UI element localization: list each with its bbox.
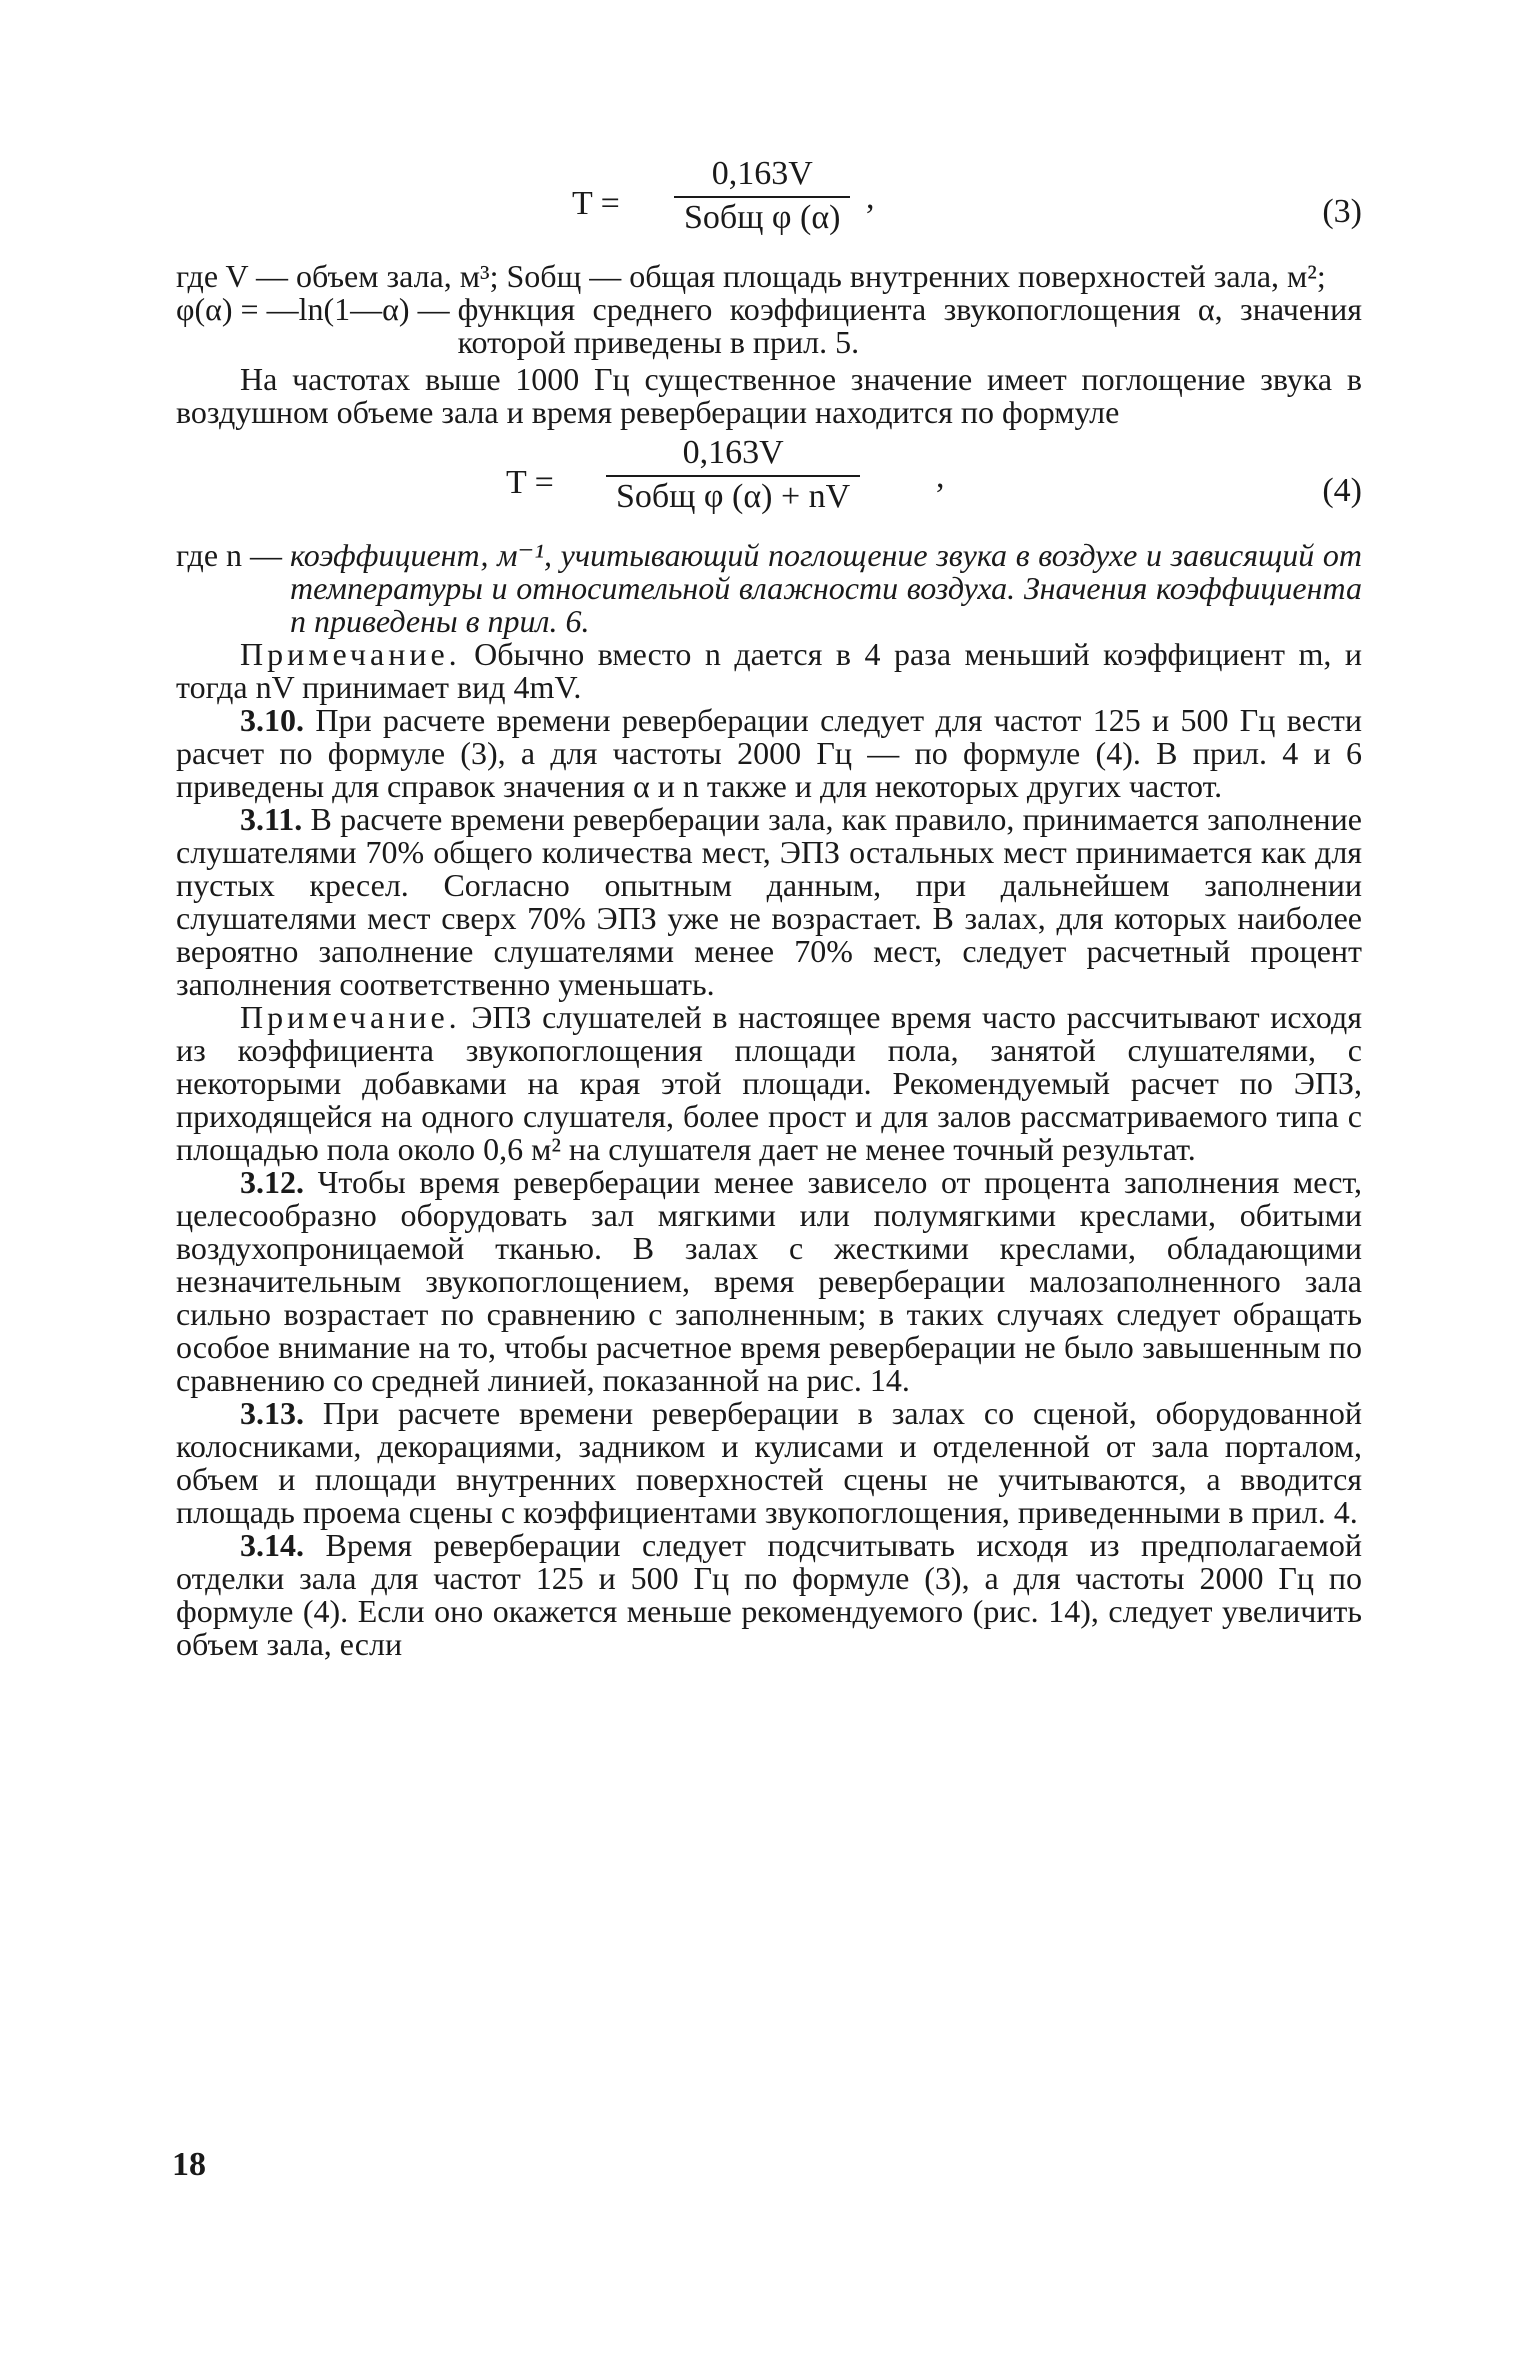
formula-3: [176, 150, 1362, 260]
note-label: Примечание.: [240, 636, 461, 672]
definition-n: [176, 539, 1362, 638]
definition-v: [176, 260, 1362, 293]
formula-4-fraction: [606, 435, 860, 515]
formula-4-comma: ,: [936, 458, 945, 495]
section-3-14: [176, 1529, 1362, 1661]
section-text: Время реверберации следует подсчитывать исходя из предполагаемой отделки зала для частот 125 и 500 Гц по формуле (3), а для частоты 2000 Гц по формуле (4). Если оно окажется меньше рекомендуемого (рис. 14), следует увеличить объем зала, если: [176, 1527, 1362, 1662]
page-number: 18: [172, 2146, 206, 2183]
formula-3-lhs: T =: [572, 185, 620, 222]
section-3-12: [176, 1166, 1362, 1397]
section-text: При расчете времени реверберации в залах со сценой, оборудованной колосниками, декорациями, задником и кулисами и отделенной от зала порталом, объем и площади внутренних поверхностей сцены не учитываются, а вводится площадь проема сцены с коэффициентами звукопоглощения, приведенными в прил. 4.: [176, 1395, 1362, 1530]
definition-text: коэффициент, м⁻¹, учитывающий поглощение звука в воздухе и зависящий от температуры и относительной влажности воздуха. Значения коэффициента n приведены в прил. 6.: [290, 537, 1362, 639]
formula-4-denominator: Sобщ φ (α) + nV: [616, 478, 851, 515]
section-3-10: [176, 704, 1362, 803]
definition-phi: [176, 293, 1362, 359]
definition-text: функция среднего коэффициента звукопоглощения α, значения которой приведены в прил. 5.: [457, 291, 1362, 360]
definition-term: φ(α) = —ln(1—α) —: [176, 291, 458, 327]
formula-4-lhs: T =: [506, 464, 554, 501]
formula-4-numerator: 0,163V: [682, 434, 784, 471]
definition-term: где n —: [176, 537, 291, 573]
section-number: 3.14.: [240, 1527, 304, 1563]
page-body: [176, 150, 1362, 1661]
paragraph-high-frequency: На частотах выше 1000 Гц существенное значение имеет поглощение звука в воздушном объеме зала и время реверберации находится по формуле: [176, 361, 1362, 430]
definition-term: V —: [218, 258, 296, 294]
section-3-13: [176, 1397, 1362, 1529]
section-text: В расчете времени реверберации зала, как правило, принимается заполнение слушателями 70% общего количества мест, ЭПЗ остальных мест принимается как для пустых кресел. Согласно опытным данным, при дальнейшем заполнении слушателями мест сверх 70% ЭПЗ уже не возрастает. В залах, для которых наиболее вероятно заполнение слушателями менее 70% мест, следует расчетный процент заполнения соответственно уменьшать.: [176, 801, 1362, 1002]
note-text: Обычно вместо n дается в 4 раза меньший коэффициент m, и тогда nV принимает вид 4mV.: [176, 636, 1362, 705]
note-text: ЭПЗ слушателей в настоящее время часто рассчитывают исходя из коэффициента звукопоглощения площади пола, занятой слушателями, с некоторыми добавками на края этой площади. Рекомендуемый расчет по ЭПЗ, приходящейся на одного слушателя, более прост и для залов рассматриваемого типа с площадью пола около 0,6 м² на слушателя дает не менее точный результат.: [176, 999, 1362, 1167]
formula-4: [176, 429, 1362, 539]
note-paragraph: [176, 1001, 1362, 1166]
section-number: 3.10.: [240, 702, 304, 738]
definition-text: объем зала, м³; Sобщ — общая площадь внутренних поверхностей зала, м²;: [295, 258, 1326, 294]
note-label: Примечание.: [240, 999, 461, 1035]
section-number: 3.13.: [240, 1395, 304, 1431]
fraction-bar: [606, 475, 860, 477]
section-number: 3.11.: [240, 801, 303, 837]
section-3-11: [176, 803, 1362, 1001]
formula-4-number: (4): [1322, 472, 1362, 509]
section-text: При расчете времени реверберации следует для частот 125 и 500 Гц вести расчет по формуле (3), а для частоты 2000 Гц — по формуле (4). В прил. 4 и 6 приведены для справок значения α и n также и для некоторых других частот.: [176, 702, 1362, 804]
formula-3-comma: ,: [866, 179, 875, 216]
formula-3-denominator: Sобщ φ (α): [684, 199, 841, 236]
definition-where: где: [176, 258, 219, 294]
formula-3-fraction: [674, 156, 850, 236]
note-paragraph: [176, 638, 1362, 704]
section-number: 3.12.: [240, 1164, 304, 1200]
formula-3-number: (3): [1322, 193, 1362, 230]
fraction-bar: [674, 196, 850, 198]
section-text: Чтобы время реверберации менее зависело от процента заполнения мест, целесообразно оборудовать зал мягкими или полумягкими креслами, обитыми воздухопроницаемой тканью. В залах с жесткими креслами, обладающими незначительным звукопоглощением, время реверберации малозаполненного зала сильно возрастает по сравнению с заполненным; в таких случаях следует обращать особое внимание на то, чтобы расчетное время реверберации не было завышенным по сравнению со средней линией, показанной на рис. 14.: [176, 1164, 1362, 1398]
formula-3-numerator: 0,163V: [711, 155, 813, 192]
formula-3-definitions: [176, 260, 1362, 359]
